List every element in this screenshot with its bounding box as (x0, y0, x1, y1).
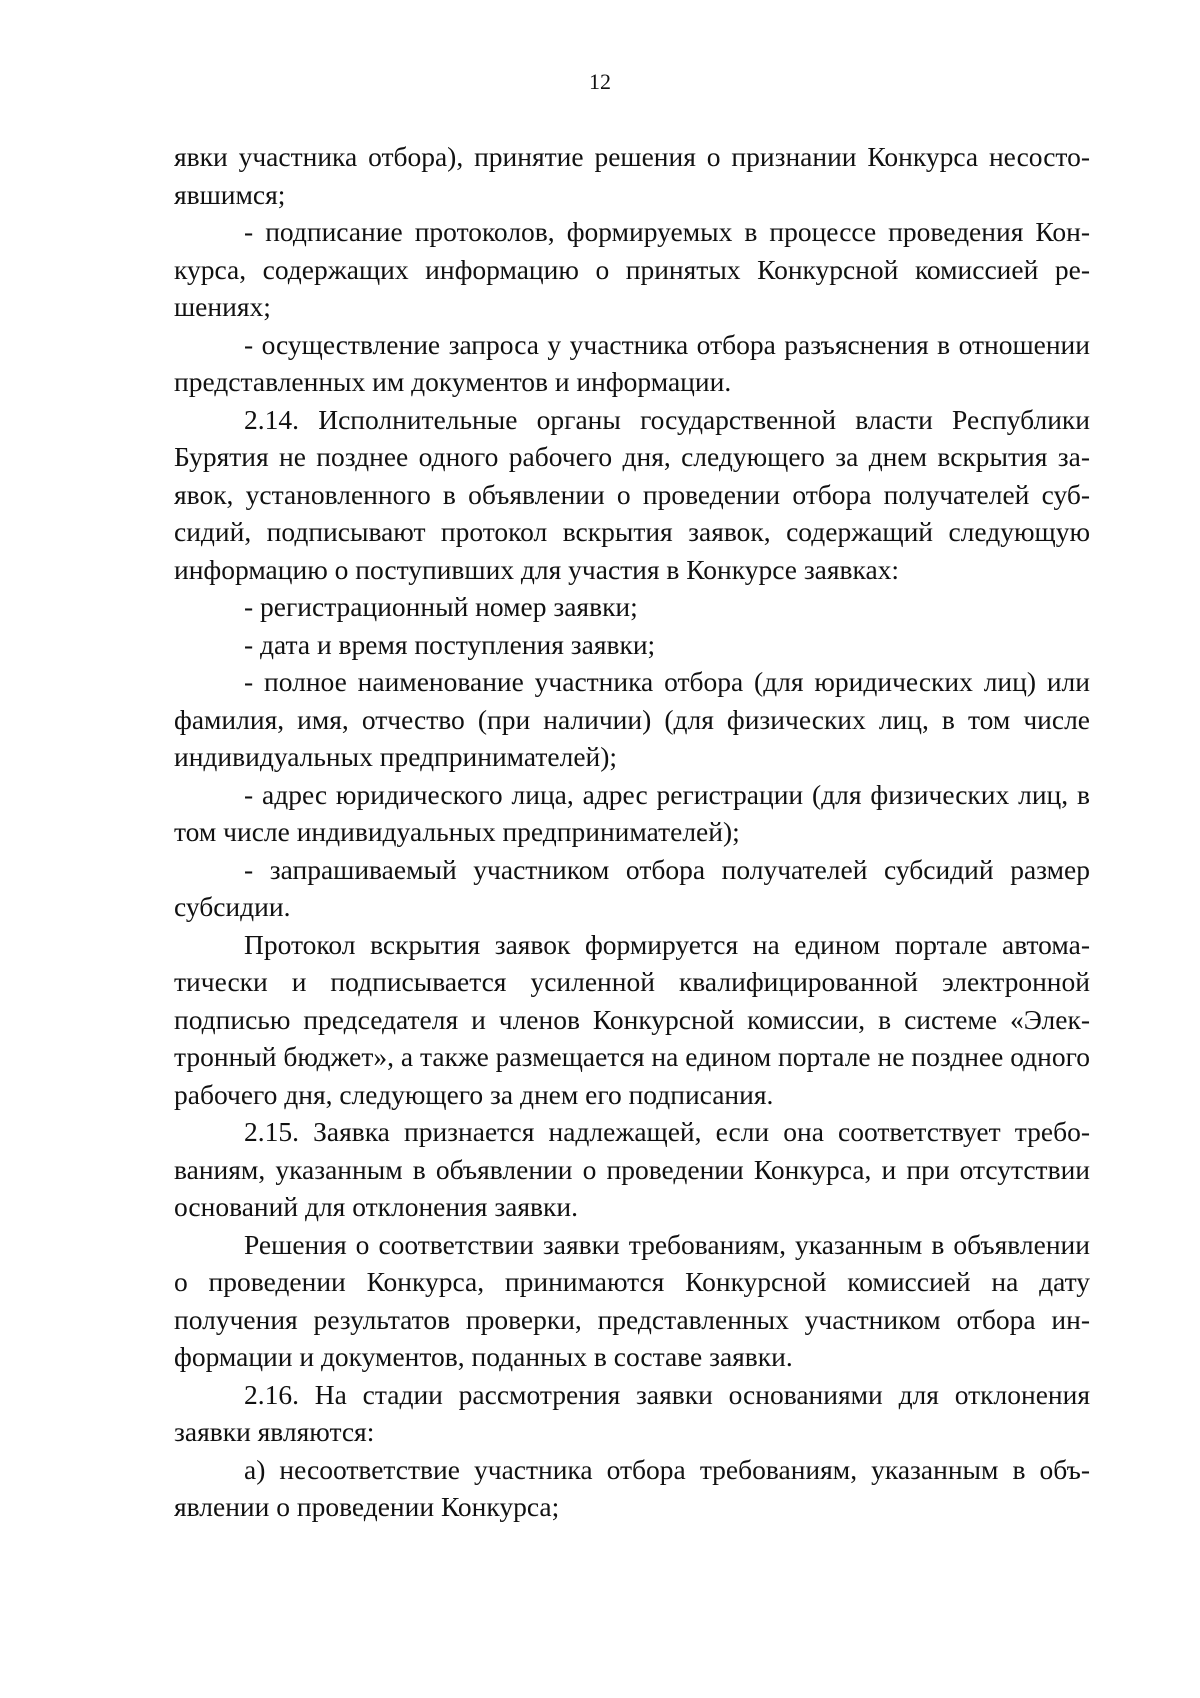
clause-2-14: 2.14. Исполнительные органы государственной власти Республики Бурятия не позднее одного рабочего дня, следующего за днем вскрытия заявок, установленного в объявлении о проведении отбора получателей субсидий, подписывают протокол вскрытия заявок, содержащий следующую информацию о поступивших для участия в Конкурсе заявках: (174, 403, 1090, 585)
list-item-clarification-request: - осуществление запроса у участника отбора разъяснения в отношении представленных им документов и информации. (174, 328, 1090, 397)
list-item-date-time: - дата и время поступления заявки; (244, 628, 656, 660)
list-item-a: а) несоответствие участника отбора требованиям, указанным в объявлении о проведении Конкурса; (174, 1453, 1090, 1522)
paragraph-protocol-formation: Протокол вскрытия заявок формируется на едином портале автоматически и подписывается усиленной квалифицированной электронной подписью председателя и членов Конкурсной комиссии, в системе «Электронный бюджет», а также размещается на едином портале не позднее одного рабочего дня, следующего за днем его подписания. (174, 928, 1090, 1110)
list-item-registration-number: - регистрационный номер заявки; (244, 591, 638, 622)
list-item-full-name: - полное наименование участника отбора (для юридических лиц) или фамилия, имя, отчество (при наличии) (для физических лиц, в том числе индивидуальных предпринимателей); (174, 666, 1090, 772)
list-item-signing-protocols: - подписание протоколов, формируемых в процессе проведения Конкурса, содержащих информацию о принятых Конкурсной комиссией решениях; (174, 216, 1090, 322)
paragraph-compliance-decisions: Решения о соответствии заявки требованиям, указанным в объявлении о проведении Конкурса, принимаются Конкурсной комиссией на дату получения результатов проверки, представленных участником отбора информации и документов, поданных в составе заявки. (174, 1228, 1090, 1372)
list-item-address: - адрес юридического лица, адрес регистрации (для физических лиц, в том числе индивидуальных предпринимателей); (174, 778, 1090, 847)
paragraph-continuation: явки участника отбора), принятие решения о признании Конкурса несостоявшимся; (174, 141, 1090, 210)
clause-2-15: 2.15. Заявка признается надлежащей, если она соответствует требованиям, указанным в объявлении о проведении Конкурса, и при отсутствии оснований для отклонения заявки. (174, 1116, 1090, 1222)
list-item-subsidy-amount: - запрашиваемый участником отбора получателей субсидий размер субсидии. (174, 853, 1090, 922)
page-number: 12 (589, 69, 611, 94)
document-body (174, 138, 1090, 1526)
clause-2-16: 2.16. На стадии рассмотрения заявки основаниями для отклонения заявки являются: (174, 1378, 1090, 1447)
